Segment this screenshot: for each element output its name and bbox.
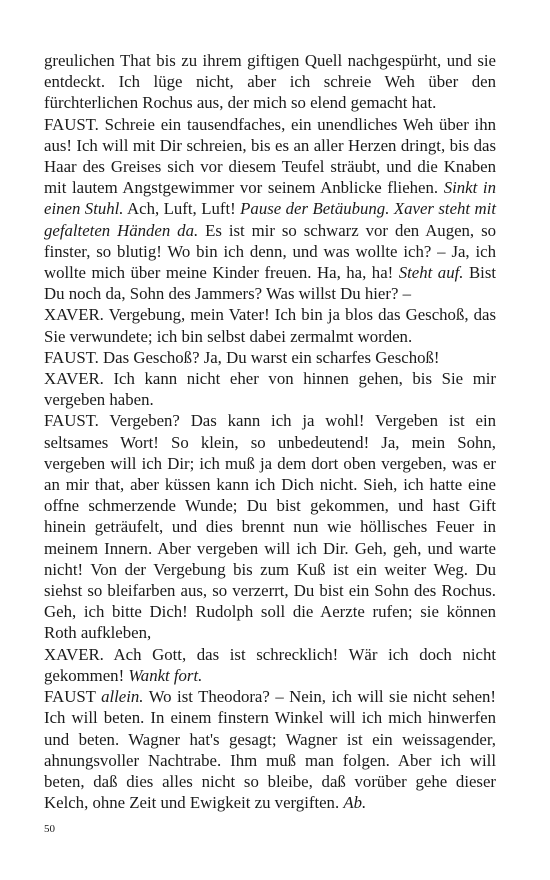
stage-direction: Pause der Betäubung. Xaver steht mit gefalteten Händen da. xyxy=(44,199,496,240)
paragraph xyxy=(44,644,496,686)
stage-direction: Ab. xyxy=(343,793,367,813)
text-run: FAUST. Schreie ein tausendfaches, ein unendliches Weh über ihn aus! Ich will mit Dir schreien, bis es an aller Herzen dringt, bis das Haar des Greises sich vor diesem Teufel sträubt, und die Knaben mit lautem Angstgewimmer vor seinem Anblicke fliehen. xyxy=(44,114,496,198)
text-run: Wo ist Theodora? – Nein, ich will sie nicht sehen! Ich will beten. In einem finstern Winkel will ich mich hinwerfen und beten. Wagner hat's gesagt; Wagner ist ein weissagender, ahnungsvoller Nachtrabe. Ihm muß man folgen. Aber ich will beten, daß dies alles nicht so bleibe, daß vorüber gehe dieser Kelch, ohne Zeit und Ewigkeit zu vergiften. xyxy=(44,687,496,813)
page-number: 50 xyxy=(44,823,55,835)
paragraph xyxy=(44,114,496,305)
text-run: XAVER. Vergebung, mein Vater! Ich bin ja blos das Geschoß, das Sie verwundete; ich bin selbst dabei zermalmt worden. xyxy=(44,305,496,346)
text-run: Ach, Luft, Luft! xyxy=(123,199,241,219)
stage-direction: Steht auf. xyxy=(398,263,464,283)
paragraph xyxy=(44,347,496,368)
text-run: FAUST. Das Geschoß? Ja, Du warst ein scharfes Geschoß! xyxy=(44,347,440,367)
text-run: FAUST xyxy=(44,687,102,707)
stage-direction: Sinkt in einen Stuhl. xyxy=(44,178,496,219)
paragraph xyxy=(44,50,496,114)
paragraph xyxy=(44,410,496,643)
stage-direction: allein. xyxy=(101,687,144,707)
stage-direction: Wankt fort. xyxy=(128,665,203,685)
text-run: XAVER. Ich kann nicht eher von hinnen gehen, bis Sie mir vergeben haben. xyxy=(44,369,496,410)
paragraph xyxy=(44,304,496,346)
text-run: FAUST. Vergeben? Das kann ich ja wohl! Vergeben ist ein seltsames Wort! So klein, so unbedeutend! Ja, mein Sohn, vergeben will ich Dir; ich muß ja dem dort oben vergeben, was er an mir that, aber küssen kann ich Dich nicht. Sieh, ich hatte eine offne schmerzende Wunde; Du bist gekommen, und hast Gift hinein geträufelt, und dies brennt nun wie höllisches Feuer in meinem Innern. Aber vergeben will ich Dir. Geh, geh, und warte nicht! Von der Vergebung bis zum Kuß ist ein weiter Weg. Du siehst so bleifarben aus, so verzerrt, Du bist ein Sohn des Rochus. Geh, ich bitte Dich! Rudolph soll die Aerzte rufen; sie können Roth aufkleben, xyxy=(44,411,496,643)
text-run: XAVER. Ach Gott, das ist schrecklich! Wär ich doch nicht gekommen! xyxy=(44,644,496,685)
text-run: Bist Du noch da, Sohn des Jammers? Was willst Du hier? – xyxy=(44,263,497,304)
page-text xyxy=(44,50,496,813)
text-run: Es ist mir so schwarz vor den Augen, so finster, so blutig! Wo bin ich denn, und was wollte ich? – Ja, ich wollte mich über meine Kinder freuen. Ha, ha, ha! xyxy=(44,220,496,283)
paragraph xyxy=(44,686,496,813)
paragraph xyxy=(44,368,496,410)
text-run: greulichen That bis zu ihrem giftigen Quell nachgespürht, und sie entdeckt. Ich lüge nicht, aber ich schreie Weh über den fürchterlichen Rochus aus, der mich so elend gemacht hat. xyxy=(44,51,496,113)
